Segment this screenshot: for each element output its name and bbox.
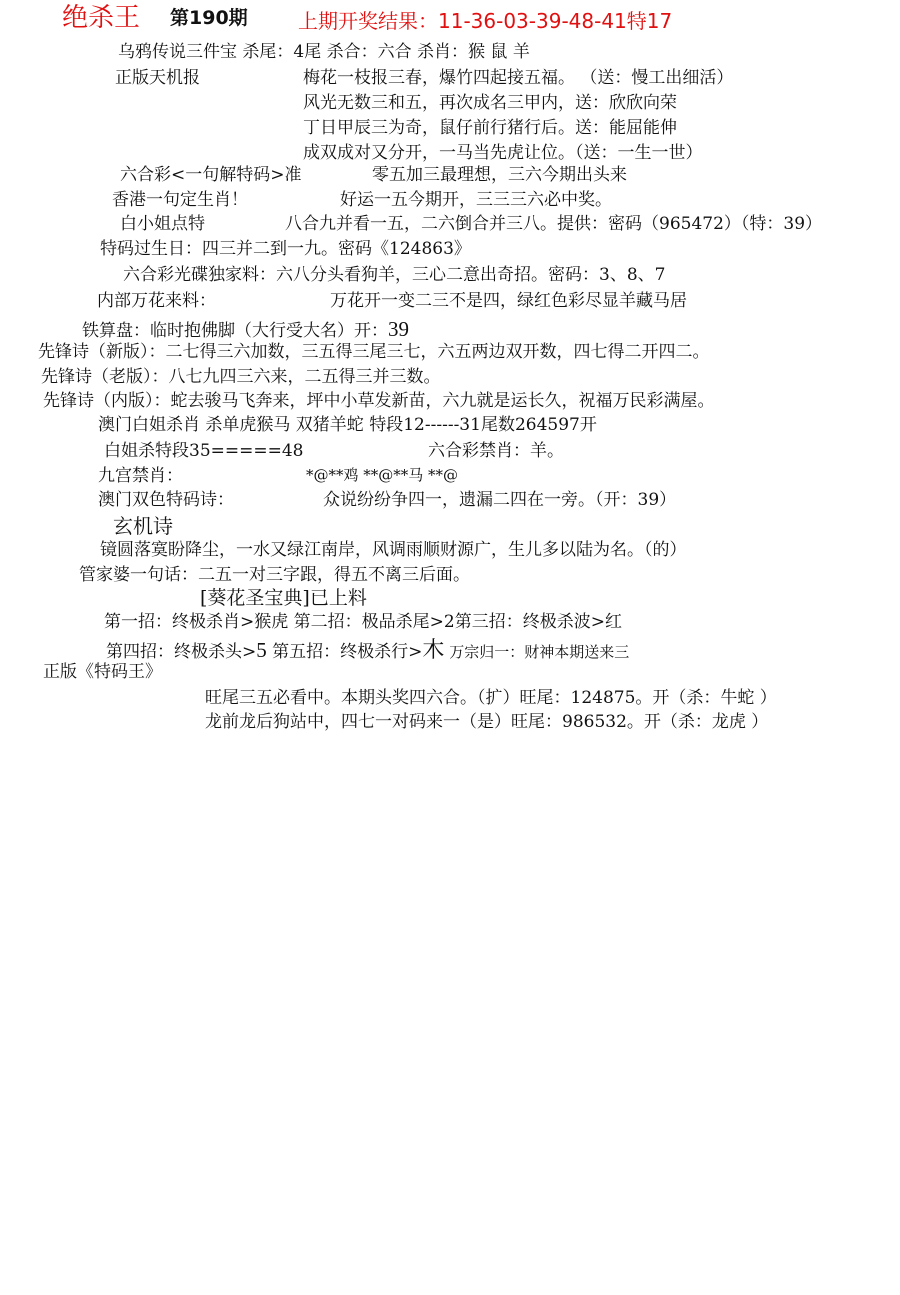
line-moves-2-wood: 木 (422, 638, 445, 663)
line-bai-point-label: 白小姐点特 (120, 214, 205, 234)
line-nine-palace-text: *@**鸡 **@**马 **@ (306, 466, 459, 484)
line-bai-point-text: 八合九并看一五，二六倒合并三八。提供：密码（965472）（特：39） (285, 214, 823, 234)
line-tianji-text: 梅花一枝报三春，爆竹四起接五福。 （送：慢工出细活） (303, 68, 734, 88)
issue-number: 第190期 (170, 7, 248, 29)
heading-kuihua: [葵花圣宝典]已上料 (200, 587, 367, 609)
line-abacus-text: 铁算盘：临时抱佛脚（大行受大名）开： (82, 321, 388, 341)
line-birthday: 特码过生日：四三并二到一九。密码《124863》 (100, 239, 471, 259)
line-housekeeper: 管家婆一句话：二五一对三字跟，得五不离三后面。 (79, 565, 470, 585)
line-moves-2-e: 万宗归一：财神本期送来三 (444, 643, 630, 661)
line-hk-zodiac-label: 香港一句定生肖！ (112, 190, 248, 210)
line-abacus-number: 39 (388, 317, 409, 341)
line-moves-2-a: 第四招：终极杀头> (106, 642, 257, 662)
line-tianji-4: 成双成对又分开，一马当先虎让位。（送：一生一世） (303, 143, 703, 163)
line-one-sentence-text: 零五加三最理想，三六今期出头来 (372, 165, 627, 185)
line-tianji-3: 丁日甲辰三为奇，鼠仔前行猪行后。送：能屈能伸 (303, 118, 677, 138)
heading-mystery-poem: 玄机诗 (113, 514, 173, 538)
line-pioneer-old: 先锋诗（老版）：八七九四三六来，二五得三并三数。 (41, 367, 441, 387)
line-tema-king-label: 正版《特码王》 (43, 662, 162, 682)
line-one-sentence-label: 六合彩<一句解特码>准 (120, 165, 302, 185)
line-pioneer-inner: 先锋诗（内版）：蛇去骏马飞奔来，坪中小草发新苗，六九就是运长久，祝福万民彩满屋。 (43, 391, 715, 411)
line-wanhua-text: 万花开一变二三不是四，绿红色彩尽显羊藏马居 (330, 291, 687, 311)
line-nine-palace-label: 九宫禁肖： (98, 466, 183, 486)
line-moves-1: 第一招：终极杀肖>猴虎 第二招：极品杀尾>2第三招：终极杀波>红 (104, 612, 622, 632)
line-macau-poem-text: 众说纷纷争四一，遗漏二四在一旁。（开：39） (323, 490, 677, 510)
line-pioneer-new: 先锋诗（新版）：二七得三六加数，三五得三尾三七，六五两边双开数，四七得二开四二。 (38, 342, 710, 362)
line-moves-2 (106, 637, 629, 665)
line-moves-2-c: 第五招：终极杀行> (266, 642, 423, 662)
logo-title: 绝杀王 (62, 3, 141, 33)
last-draw-result: 上期开奖结果：11-36-03-39-48-41特17 (298, 9, 673, 33)
line-wanhua-label: 内部万花来料： (97, 291, 216, 311)
line-tema-king-2: 龙前龙后狗站中，四七一对码来一（是）旺尾：986532。开（杀：龙虎 ） (205, 712, 769, 732)
line-baijie-segment: 白姐杀特段35=====48 (104, 441, 304, 461)
line-moves-2-num: 5 (256, 638, 267, 662)
line-crow-legend: 乌鸦传说三件宝 杀尾：4尾 杀合：六合 杀肖：猴 鼠 羊 (118, 42, 530, 62)
line-macau-baijie: 澳门白姐杀肖 杀单虎猴马 双猪羊蛇 特段12------31尾数264597开 (98, 415, 597, 435)
line-hk-zodiac-text: 好运一五今期开，三三三六必中奖。 (340, 190, 612, 210)
line-tema-king-1: 旺尾三五必看中。本期头奖四六合。（扩）旺尾：124875。开（杀：牛蛇 ） (205, 688, 777, 708)
line-abacus (82, 316, 409, 342)
line-forbidden-zodiac: 六合彩禁肖：羊。 (428, 441, 564, 461)
line-disc-exclusive: 六合彩光碟独家料：六八分头看狗羊，三心二意出奇招。密码：3、8、7 (123, 265, 666, 285)
line-macau-poem-label: 澳门双色特码诗： (98, 490, 234, 510)
line-tianji-label: 正版天机报 (115, 68, 200, 88)
line-tianji-2: 风光无数三和五，再次成名三甲内，送：欣欣向荣 (303, 93, 677, 113)
line-mystery-poem: 镜圆落寞盼降尘，一水又绿江南岸，风调雨顺财源广，生儿多以陆为名。（的） (100, 540, 687, 560)
